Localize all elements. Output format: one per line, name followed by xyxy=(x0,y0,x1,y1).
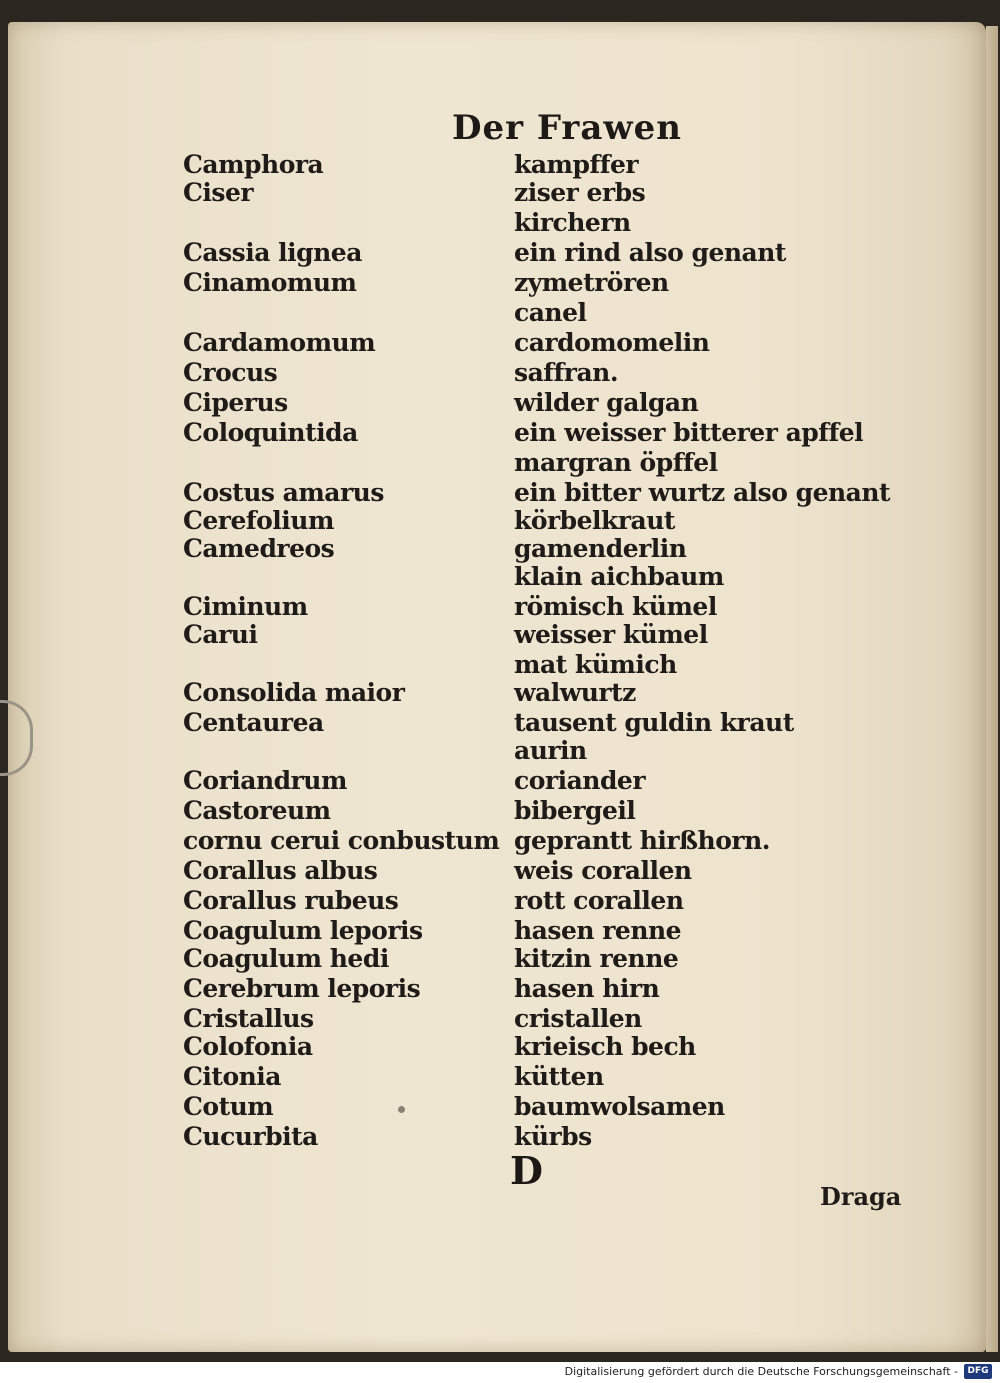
latin-term: Cinamomum xyxy=(183,268,357,297)
latin-term: Coagulum hedi xyxy=(183,944,389,973)
glossary-row xyxy=(0,796,1000,826)
glossary-row xyxy=(0,478,1000,508)
glossary-row xyxy=(0,974,1000,1004)
glossary-row xyxy=(0,944,1000,974)
glossary-row xyxy=(0,238,1000,268)
german-term: kütten xyxy=(514,1062,604,1091)
german-term: bibergeil xyxy=(514,796,636,825)
german-term: canel xyxy=(514,298,587,327)
latin-term: Coagulum leporis xyxy=(183,916,423,945)
glossary-row xyxy=(0,1062,1000,1092)
latin-term: Cristallus xyxy=(183,1004,314,1033)
german-term: cardomomelin xyxy=(514,328,710,357)
german-term: coriander xyxy=(514,766,645,795)
glossary-row xyxy=(0,592,1000,622)
german-term: ein bitter wurtz also genant xyxy=(514,478,891,507)
latin-term: Cotum xyxy=(183,1092,274,1121)
german-term: römisch kümel xyxy=(514,592,717,621)
german-term: gamenderlin xyxy=(514,534,687,563)
german-term: kampffer xyxy=(514,150,639,179)
german-term: kirchern xyxy=(514,208,631,237)
german-term: zymetrören xyxy=(514,268,669,297)
german-term: saffran. xyxy=(514,358,619,387)
pinhole xyxy=(398,1106,405,1113)
glossary-row xyxy=(0,418,1000,448)
glossary-row xyxy=(0,178,1000,208)
page-heading: Der Frawen xyxy=(452,108,682,148)
glossary-row xyxy=(0,886,1000,916)
glossary-row xyxy=(0,358,1000,388)
footer-credit: Digitalisierung gefördert durch die Deutsche Forschungsgemeinschaft - xyxy=(564,1365,958,1378)
german-term: hasen hirn xyxy=(514,974,660,1003)
german-term: kitzin renne xyxy=(514,944,679,973)
glossary-row xyxy=(0,916,1000,946)
latin-term: Cucurbita xyxy=(183,1122,318,1151)
german-term: hasen renne xyxy=(514,916,682,945)
glossary-row xyxy=(0,268,1000,298)
glossary-row xyxy=(0,298,1000,328)
glossary-row xyxy=(0,1032,1000,1062)
glossary-row xyxy=(0,708,1000,738)
glossary-row xyxy=(0,150,1000,180)
german-term: mat kümich xyxy=(514,650,677,679)
latin-term: Coriandrum xyxy=(183,766,347,795)
latin-term: Centaurea xyxy=(183,708,324,737)
glossary-row xyxy=(0,620,1000,650)
glossary-row xyxy=(0,448,1000,478)
glossary-row xyxy=(0,1092,1000,1122)
latin-term: Corallus albus xyxy=(183,856,378,885)
glossary-row xyxy=(0,328,1000,358)
german-term: klain aichbaum xyxy=(514,562,724,591)
german-term: tausent guldin kraut xyxy=(514,708,794,737)
latin-term: Ciser xyxy=(183,178,254,207)
german-term: ziser erbs xyxy=(514,178,646,207)
latin-term: Costus amarus xyxy=(183,478,384,507)
glossary-row xyxy=(0,650,1000,680)
glossary-row xyxy=(0,1122,1000,1152)
glossary-row xyxy=(0,562,1000,592)
german-term: ein weisser bitterer apffel xyxy=(514,418,864,447)
german-term: weis corallen xyxy=(514,856,692,885)
dfg-logo-icon: DFG xyxy=(964,1364,992,1379)
glossary-row xyxy=(0,506,1000,536)
latin-term: Ciperus xyxy=(183,388,288,417)
german-term: margran öpffel xyxy=(514,448,718,477)
german-term: wilder galgan xyxy=(514,388,699,417)
latin-term: Crocus xyxy=(183,358,278,387)
glossary-row xyxy=(0,766,1000,796)
latin-term: Cardamomum xyxy=(183,328,376,357)
glossary-row xyxy=(0,826,1000,856)
glossary-row xyxy=(0,1004,1000,1034)
latin-term: Ciminum xyxy=(183,592,308,621)
latin-term: Coloquintida xyxy=(183,418,358,447)
german-term: walwurtz xyxy=(514,678,636,707)
latin-term: Cassia lignea xyxy=(183,238,362,267)
german-term: ein rind also genant xyxy=(514,238,786,267)
latin-term: Citonia xyxy=(183,1062,281,1091)
glossary-row xyxy=(0,534,1000,564)
latin-term: Cerebrum leporis xyxy=(183,974,421,1003)
german-term: aurin xyxy=(514,736,587,765)
german-term: cristallen xyxy=(514,1004,642,1033)
latin-term: Corallus rubeus xyxy=(183,886,399,915)
glossary-row xyxy=(0,736,1000,766)
latin-term: Camphora xyxy=(183,150,324,179)
glossary-row xyxy=(0,388,1000,418)
german-term: baumwolsamen xyxy=(514,1092,725,1121)
german-term: krieisch bech xyxy=(514,1032,696,1061)
latin-term: Cerefolium xyxy=(183,506,334,535)
glossary-row xyxy=(0,678,1000,708)
footer-bar xyxy=(0,1362,1000,1383)
latin-term: Consolida maior xyxy=(183,678,405,707)
german-term: kürbs xyxy=(514,1122,592,1151)
latin-term: Castoreum xyxy=(183,796,331,825)
glossary-row xyxy=(0,856,1000,886)
initial-letter: D xyxy=(510,1148,543,1193)
catchword: Draga xyxy=(820,1182,902,1211)
german-term: geprantt hirßhorn. xyxy=(514,826,770,855)
latin-term: Colofonia xyxy=(183,1032,313,1061)
german-term: rott corallen xyxy=(514,886,684,915)
german-term: weisser kümel xyxy=(514,620,708,649)
german-term: körbelkraut xyxy=(514,506,675,535)
latin-term: Camedreos xyxy=(183,534,335,563)
latin-term: cornu cerui conbustum xyxy=(183,826,500,855)
glossary-row xyxy=(0,208,1000,238)
latin-term: Carui xyxy=(183,620,258,649)
